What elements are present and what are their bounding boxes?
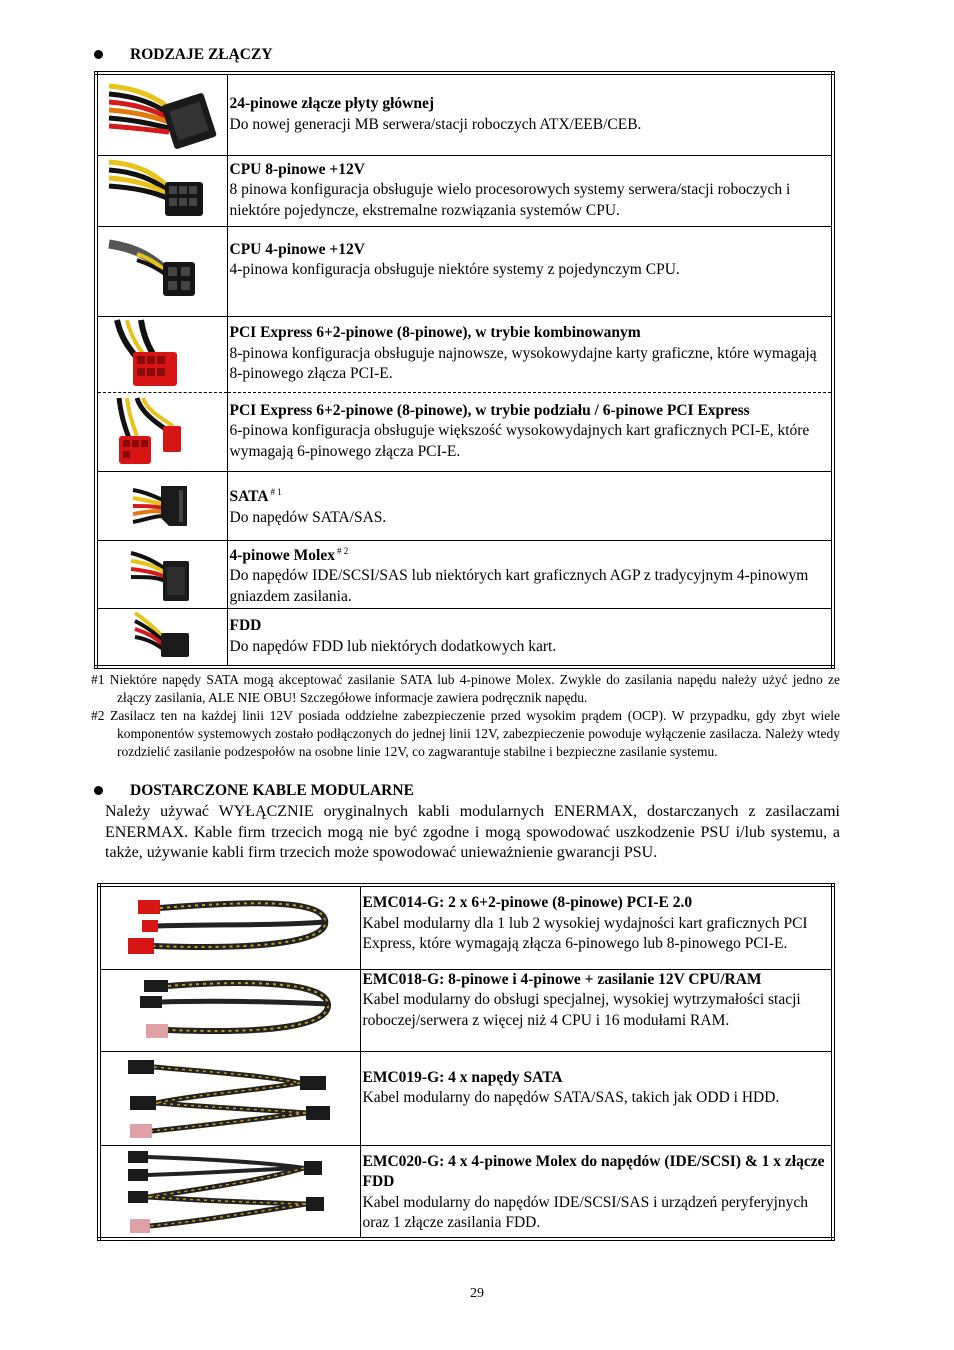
cable-image-cell	[99, 1051, 360, 1145]
connector-text-cell	[227, 540, 833, 608]
connector-title: SATA $^{\# 1}$	[229, 487, 282, 506]
connector-description: Do napędów SATA/SAS.	[229, 509, 387, 527]
cable-description: Kabel modularny dla 1 lub 2 wysokiej wydajności kart graficznych PCI Express, które wymagają złącza 6-pinowego lub 8-pinowego PCI-E.	[362, 914, 808, 952]
emc018-cable-icon	[120, 972, 340, 1048]
connector-description: 6-pinowa konfiguracja obsługuje większość wysokowydajnych kart graficznych PCI-E, które wymagają 6-pinowego złącza PCI-E.	[229, 422, 810, 460]
table-row	[96, 540, 833, 608]
cable-text-cell	[360, 969, 833, 1051]
connector-image-cell	[96, 226, 227, 316]
connector-text-cell	[227, 471, 833, 540]
modular-cables-table	[97, 883, 835, 1241]
fdd-connector-icon	[107, 609, 217, 665]
connector-image-cell	[96, 155, 227, 226]
table-row	[96, 608, 833, 667]
table-row	[99, 1145, 833, 1239]
connector-types-table	[94, 71, 835, 669]
footnote-marker: # 1	[270, 487, 282, 498]
table-row	[96, 392, 833, 471]
connector-description: Do nowej generacji MB serwera/stacji roboczych ATX/EEB/CEB.	[229, 115, 642, 133]
connector-text-cell	[227, 155, 833, 226]
connector-text-cell	[227, 316, 833, 392]
table-row	[99, 969, 833, 1051]
bullet-icon	[94, 50, 103, 59]
table-row	[99, 885, 833, 969]
connector-image-cell	[96, 73, 227, 155]
footnote-marker: # 2	[336, 545, 349, 556]
connector-image-cell	[96, 392, 227, 471]
emc019-cable-icon	[120, 1054, 340, 1142]
cable-description: Kabel modularny do napędów SATA/SAS, takich jak ODD i HDD.	[362, 1089, 780, 1106]
cable-image-cell	[99, 969, 360, 1051]
pcie-8-pin-connector-icon	[107, 318, 217, 390]
cable-image-cell	[99, 1145, 360, 1239]
connector-title: CPU 4-pinowe +12V	[229, 240, 365, 258]
section-heading-modular-cables: DOSTARCZONE KABLE MODULARNE	[130, 782, 414, 800]
connector-image-cell	[96, 608, 227, 667]
footnote-2: #2 Zasilacz ten na każdej linii 12V posiada oddzielne zabezpieczenie przed wysokim prądem (OCP). W przypadku, gdy zbyt wiele komponentów systemowych zostało podłączonych do jednej linii 12V, zabezpieczenie powoduje wyłączenie zasilacza. Należy wtedy rozdzielić zasilanie podzespołów na osobne linie 12V, co zagwarantuje stabilne i bezpieczne zasilanie systemu.	[91, 708, 840, 759]
connector-description: 8 pinowa konfiguracja obsługuje wielo procesorowych systemy serwera/stacji roboczych i niektóre pojedyncze, ekstremalne rozwiązania systemów CPU.	[229, 181, 791, 219]
cable-description: Kabel modularny do obsługi specjalnej, wysokiej wytrzymałości stacji roboczej/serwera z więcej niż 4 CPU i 16 modułami RAM.	[362, 991, 801, 1029]
table-row	[96, 73, 833, 155]
cable-title: EMC019-G: 4 x napędy SATA	[362, 1068, 563, 1086]
connector-image-cell	[96, 540, 227, 608]
cable-description: Kabel modularny do napędów IDE/SCSI/SAS i urządzeń peryferyjnych oraz 1 złącze zasilania FDD.	[362, 1193, 809, 1231]
footnote-1: #1 Niektóre napędy SATA mogą akceptować zasilanie SATA lub 4-pinowe Molex. Zwykle do zasilania napędu należy użyć jedno ze złączy zasilania, ALE NIE OBU! Szczegółowe informacje zawiera podręcznik napędu.	[91, 672, 840, 705]
cable-text-cell	[360, 1051, 833, 1145]
table-row	[96, 226, 833, 316]
connector-title: 4-pinowe Molex $^{\# 2}$	[229, 545, 349, 564]
cable-title: EMC020-G: 4 x 4-pinowe Molex do napędów (IDE/SCSI) & 1 x złącze FDD	[362, 1152, 825, 1190]
connector-title: CPU 8-pinowe +12V	[229, 160, 365, 178]
footnotes	[91, 671, 840, 761]
table-row	[96, 471, 833, 540]
connector-title: PCI Express 6+2-pinowe (8-pinowe), w trybie podziału / 6-pinowe PCI Express	[229, 401, 750, 419]
emc014-cable-icon	[120, 890, 340, 966]
emc020-cable-icon	[120, 1147, 340, 1235]
connector-description: 4-pinowa konfiguracja obsługuje niektóre systemy z pojedynczym CPU.	[229, 261, 680, 278]
connector-image-cell	[96, 316, 227, 392]
connector-description: 8-pinowa konfiguracja obsługuje najnowsze, wysokowydajne karty graficzne, które wymagają 8-pinowego złącza PCI-E.	[229, 344, 817, 383]
cable-title: EMC018-G: 8-pinowe i 4-pinowe + zasilanie 12V CPU/RAM	[362, 970, 762, 988]
cable-text-cell	[360, 885, 833, 969]
cable-title: EMC014-G: 2 x 6+2-pinowe (8-pinowe) PCI-E 2.0	[362, 894, 693, 911]
cpu-8-pin-connector-icon	[107, 158, 217, 224]
pcie-6-plus-2-split-connector-icon	[107, 396, 217, 468]
table-row	[96, 155, 833, 226]
table-row	[96, 316, 833, 392]
page-number: 29	[470, 1286, 484, 1301]
connector-text-cell	[227, 226, 833, 316]
cable-text-cell	[360, 1145, 833, 1239]
cable-image-cell	[99, 885, 360, 969]
cpu-4-pin-connector-icon	[107, 236, 217, 306]
24-pin-connector-icon	[107, 78, 217, 152]
bullet-icon	[94, 786, 103, 795]
connector-description: Do napędów IDE/SCSI/SAS lub niektórych kart graficznych AGP z tradycyjnym 4-pinowym gniazdem zasilania.	[229, 567, 809, 605]
connector-text-cell	[227, 392, 833, 471]
section-heading-connectors: RODZAJE ZŁĄCZY	[130, 46, 273, 64]
connector-title: PCI Express 6+2-pinowe (8-pinowe), w trybie kombinowanym	[229, 324, 641, 342]
connector-title: 24-pinowe złącze płyty głównej	[229, 95, 434, 113]
table-row	[99, 1051, 833, 1145]
connector-text-cell	[227, 608, 833, 667]
connector-image-cell	[96, 471, 227, 540]
molex-connector-icon	[107, 543, 217, 605]
connector-text-cell	[227, 73, 833, 155]
modular-cables-paragraph: Należy używać WYŁĄCZNIE oryginalnych kabli modularnych ENERMAX, dostarczanych z zasilaczami ENERMAX. Kable firm trzecich mogą nie być zgodne i mogą spowodować uszkodzenie PSU i/lub systemu, a także, używanie kabli firm trzecich może spowodować unieważnienie gwarancji PSU.	[105, 803, 840, 861]
sata-connector-icon	[107, 476, 217, 536]
connector-description: Do napędów FDD lub niektórych dodatkowych kart.	[229, 637, 557, 655]
connector-title: FDD	[229, 617, 262, 634]
